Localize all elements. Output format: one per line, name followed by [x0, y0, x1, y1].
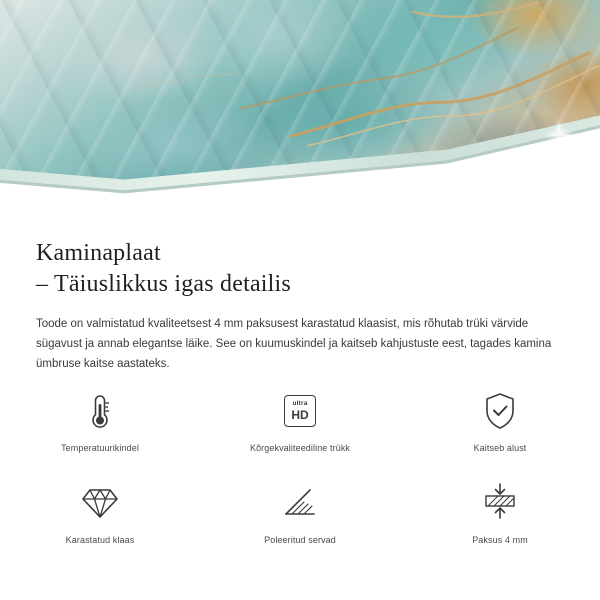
text-content	[0, 226, 600, 374]
feature-label: Temperatuurikindel	[61, 443, 139, 453]
page-title	[0, 226, 600, 300]
diamond-icon	[81, 480, 119, 526]
ultra-hd-badge-top: ultra	[292, 400, 308, 408]
feature-label: Kaitseb alust	[473, 443, 527, 453]
feature-item-print-quality	[200, 388, 400, 476]
feature-label: Paksus 4 mm	[472, 535, 528, 545]
ultra-hd-badge-bottom: HD	[291, 407, 309, 422]
feature-item-thickness	[400, 480, 600, 568]
sparkle-icon	[498, 150, 532, 184]
feature-label: Kõrgekvaliteediline trükk	[249, 443, 351, 453]
sparkle-icon	[482, 178, 498, 194]
feature-item-tempered-glass	[0, 480, 200, 568]
hero-image	[0, 0, 600, 226]
thermometer-icon	[85, 388, 115, 434]
feature-label: Poleeritud servad	[264, 535, 336, 545]
shield-check-icon	[483, 388, 517, 434]
ultra-hd-icon	[284, 388, 316, 434]
feature-item-temperature	[0, 388, 200, 476]
title-line-2: – Täiuslikkus igas detailis	[36, 271, 291, 297]
feature-label: Karastatud klaas	[65, 535, 135, 545]
feature-item-polished-edges	[200, 480, 400, 568]
title-line-1: Kaminaplaat	[36, 240, 161, 266]
feature-item-protects-base	[400, 388, 600, 476]
feature-grid	[0, 388, 600, 568]
polished-edges-icon	[282, 480, 318, 526]
thickness-arrows-icon	[482, 480, 518, 526]
description-paragraph: Toode on valmistatud kvaliteetsest 4 mm paksusest karastatud klaasist, mis rõhutab trüki värvide sügavust ja annab elegantse läike. See on kuumuskindel ja kaitseb kahjustuste eest, tagades kamina ümbruse kaitse aastateks.	[36, 318, 552, 370]
